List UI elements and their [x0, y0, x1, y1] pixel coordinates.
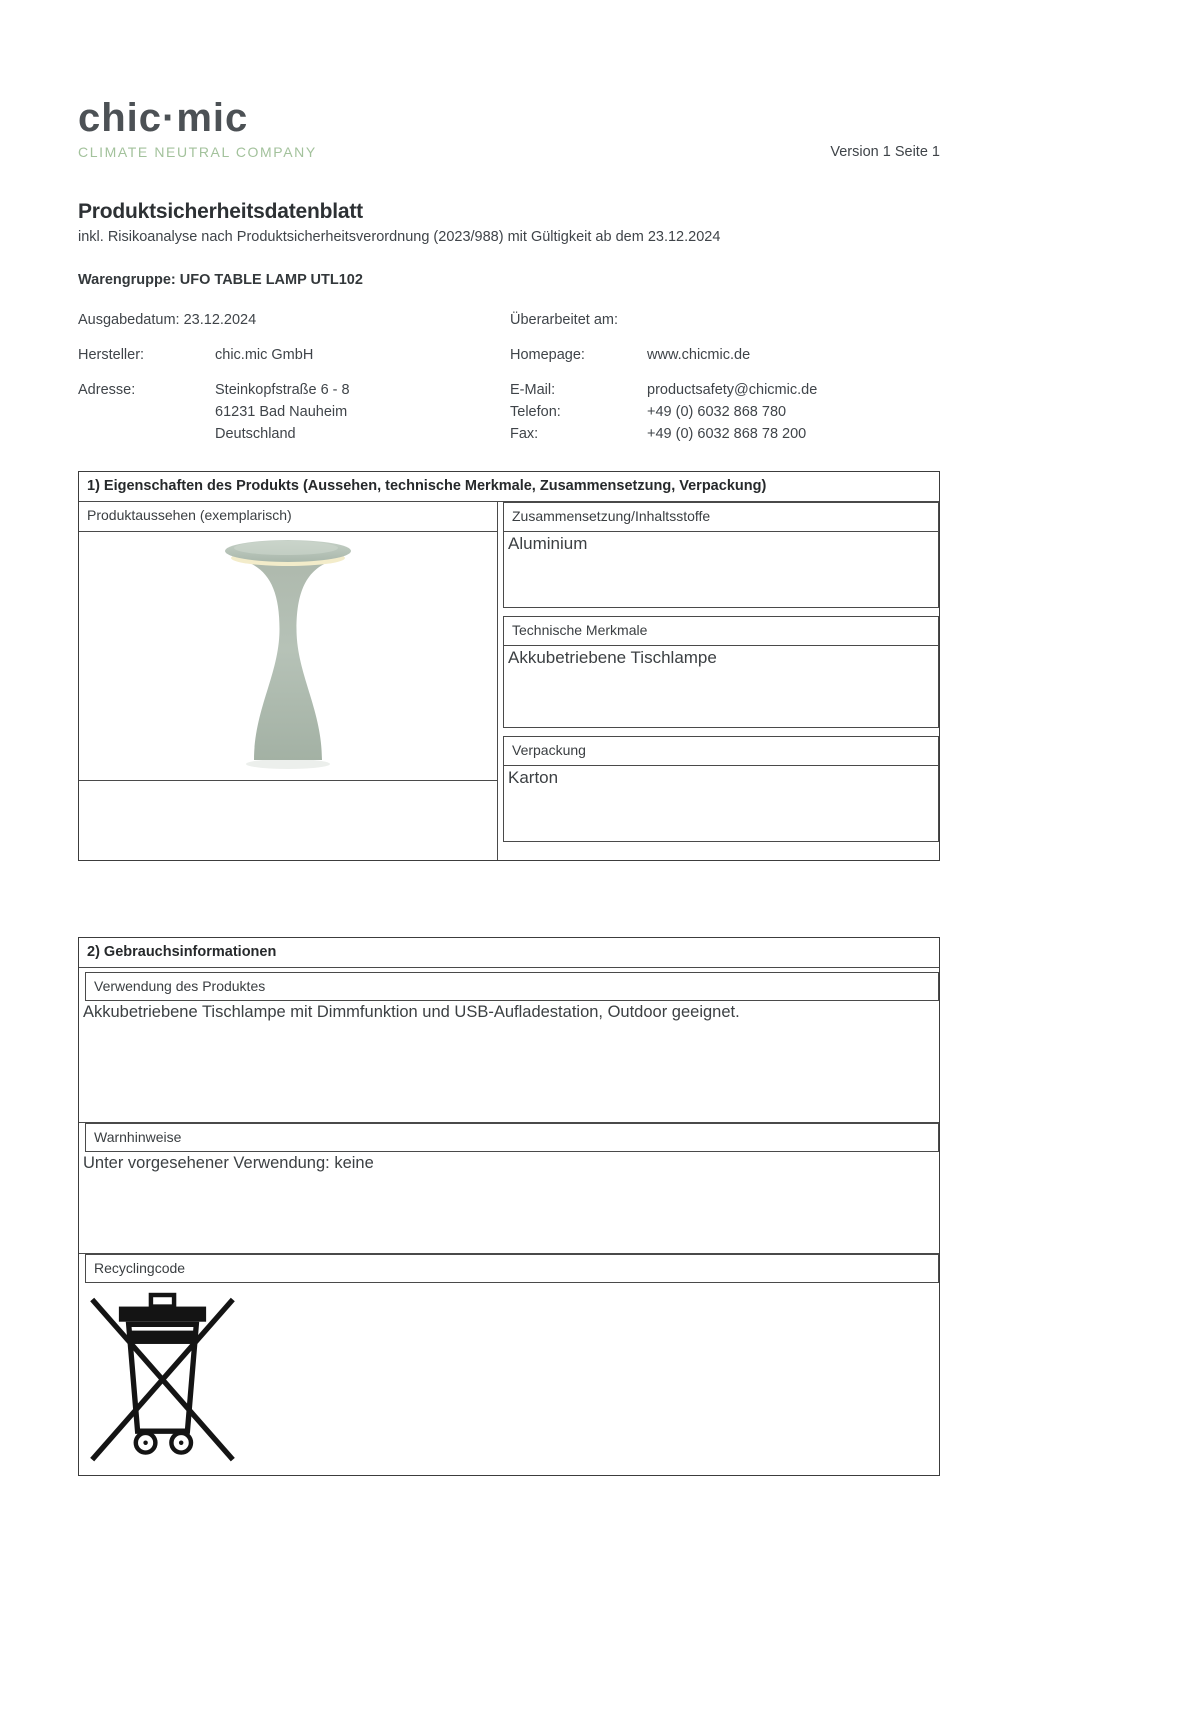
brand-tagline: CLIMATE NEUTRAL COMPANY	[78, 144, 317, 160]
logo	[78, 96, 940, 140]
ausgabedatum: Ausgabedatum: 23.12.2024	[78, 312, 257, 328]
product-photo	[79, 532, 497, 781]
manufacturer-info	[78, 309, 940, 445]
verpackung-header: Verpackung	[504, 737, 938, 766]
verwendung-header: Verwendung des Produktes	[85, 972, 939, 1001]
adresse-value: Steinkopfstraße 6 - 8 61231 Bad Nauheim Deutschland	[215, 382, 350, 442]
fax-label: Fax:	[510, 426, 539, 442]
ueberarbeitet-label: Überarbeitet am:	[510, 312, 618, 328]
warengruppe-label: Warengruppe:	[78, 272, 176, 288]
verpackung-value: Karton	[508, 768, 559, 787]
verpackung-box	[503, 736, 939, 842]
section2-title: 2) Gebrauchsinformationen	[79, 938, 939, 968]
section-gebrauchsinformationen	[78, 937, 940, 1476]
homepage-label: Homepage:	[510, 347, 585, 363]
technische-merkmale-box	[503, 616, 939, 728]
zusammensetzung-value: Aluminium	[508, 534, 588, 553]
section-eigenschaften	[78, 471, 940, 861]
recyclingcode-value	[79, 1283, 939, 1469]
kontakt-values	[647, 379, 940, 445]
ueberarbeitet-value	[647, 309, 940, 331]
email-value: productsafety@chicmic.de	[647, 382, 818, 398]
hersteller-label: Hersteller:	[78, 347, 145, 363]
page-subtitle: inkl. Risikoanalyse nach Produktsicherheitsverordnung (2023/988) mit Gültigkeit ab dem 23.12.2024	[78, 229, 721, 245]
verwendung-value: Akkubetriebene Tischlampe mit Dimmfunktion und USB-Aufladestation, Outdoor geeignet.	[79, 1001, 939, 1123]
hersteller-value: chic.mic GmbH	[215, 347, 314, 363]
section1-right-column	[498, 502, 939, 860]
version-page-label: Version 1 Seite 1	[830, 144, 940, 160]
kontakt-labels	[510, 379, 647, 445]
section1-title: 1) Eigenschaften des Produkts (Aussehen, technische Merkmale, Zusammensetzung, Verpackung)	[79, 472, 939, 502]
adresse-label: Adresse:	[78, 382, 136, 398]
zusammensetzung-header: Zusammensetzung/Inhaltsstoffe	[504, 503, 938, 532]
produktaussehen-cell	[79, 502, 498, 860]
telefon-label: Telefon:	[510, 404, 561, 420]
brand-wordmark: chic·mic	[78, 96, 249, 140]
warengruppe-value: UFO TABLE LAMP UTL102	[179, 272, 363, 288]
warnhinweise-value: Unter vorgesehener Verwendung: keine	[79, 1152, 939, 1254]
table-lamp-image	[198, 534, 378, 774]
warengruppe-line	[78, 272, 940, 288]
technische-merkmale-value: Akkubetriebene Tischlampe	[508, 648, 717, 667]
recyclingcode-header: Recyclingcode	[85, 1254, 939, 1283]
page-title: Produktsicherheitsdatenblatt	[78, 200, 363, 223]
produktaussehen-header: Produktaussehen (exemplarisch)	[79, 502, 497, 532]
zusammensetzung-box	[503, 502, 939, 608]
weee-crossed-out-bin-icon	[85, 1287, 240, 1465]
fax-value: +49 (0) 6032 868 78 200	[647, 426, 807, 442]
telefon-value: +49 (0) 6032 868 780	[647, 404, 787, 420]
technische-merkmale-header: Technische Merkmale	[504, 617, 938, 646]
homepage-value: www.chicmic.de	[647, 347, 751, 363]
warnhinweise-header: Warnhinweise	[85, 1123, 939, 1152]
email-label: E-Mail:	[510, 382, 556, 398]
